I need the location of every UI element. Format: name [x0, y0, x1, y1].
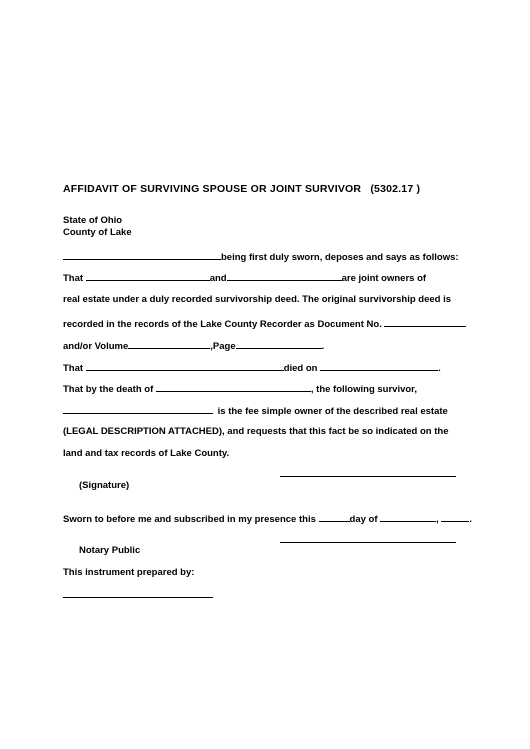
death-of-label: That by the death of [63, 384, 154, 395]
tax-records-text: land and tax records of Lake County. [63, 448, 230, 459]
notary-label: Notary Public [79, 545, 141, 556]
death-date-blank[interactable] [320, 361, 438, 371]
document-no-blank[interactable] [384, 317, 466, 327]
affiant-line [63, 250, 459, 264]
decedent-blank[interactable] [86, 361, 284, 371]
fee-simple-text: is the fee simple owner of the described real estate [217, 406, 448, 417]
county-label: County of Lake [63, 227, 132, 238]
volume-line [63, 339, 324, 353]
owners-line [63, 271, 426, 285]
statute-code: (5302.17 ) [370, 183, 421, 195]
day-of-label: day of [349, 514, 378, 525]
recorder-line [63, 317, 466, 331]
owners-and: and [209, 273, 227, 284]
sworn-day-blank[interactable] [319, 512, 350, 522]
volume-period: . [321, 341, 325, 352]
page-label: ,Page [210, 341, 236, 352]
survivor-name-blank[interactable] [63, 404, 213, 414]
legal-description-text: (LEGAL DESCRIPTION ATTACHED), and requests that this fact be so indicated on the [63, 426, 449, 437]
prepared-by-label: This instrument prepared by: [63, 567, 195, 578]
volume-blank[interactable] [128, 339, 210, 349]
owners-joint: are joint owners of [341, 273, 427, 284]
deceased-name-blank[interactable] [156, 382, 311, 392]
owner-1-blank[interactable] [86, 271, 210, 281]
sworn-year-blank[interactable] [441, 512, 469, 522]
died-on-label: died on [283, 363, 318, 374]
decedent-period: . [438, 363, 441, 374]
affiant-statement: being first duly sworn, deposes and says as follows: [221, 252, 459, 263]
page-blank[interactable] [236, 339, 322, 349]
document-title: AFFIDAVIT OF SURVIVING SPOUSE OR JOINT SURVIVOR [63, 183, 362, 195]
owner-line [63, 404, 448, 418]
owners-that: That [63, 273, 84, 284]
recorder-text: recorded in the records of the Lake County Recorder as Document No. [63, 319, 382, 330]
state-label: State of Ohio [63, 215, 123, 226]
sworn-comma: , [436, 514, 439, 525]
signature-label: (Signature) [79, 480, 130, 491]
signature-line[interactable] [280, 476, 456, 477]
survivorship-deed-text: real estate under a duly recorded survivorship deed. The original survivorship deed is [63, 294, 452, 305]
prepared-by-line[interactable] [63, 597, 213, 598]
sworn-line [63, 512, 472, 526]
death-line [63, 382, 417, 396]
sworn-text: Sworn to before me and subscribed in my presence this [63, 514, 316, 525]
sworn-month-blank[interactable] [380, 512, 436, 522]
survivor-label: , the following survivor, [310, 384, 417, 395]
owner-2-blank[interactable] [227, 271, 342, 281]
document-title-row [63, 183, 420, 195]
decedent-line [63, 361, 441, 375]
affiant-name-blank[interactable] [63, 250, 221, 260]
volume-label: and/or Volume [63, 341, 129, 352]
sworn-period: . [469, 514, 473, 525]
decedent-that: That [63, 363, 84, 374]
notary-signature-line[interactable] [280, 542, 456, 543]
